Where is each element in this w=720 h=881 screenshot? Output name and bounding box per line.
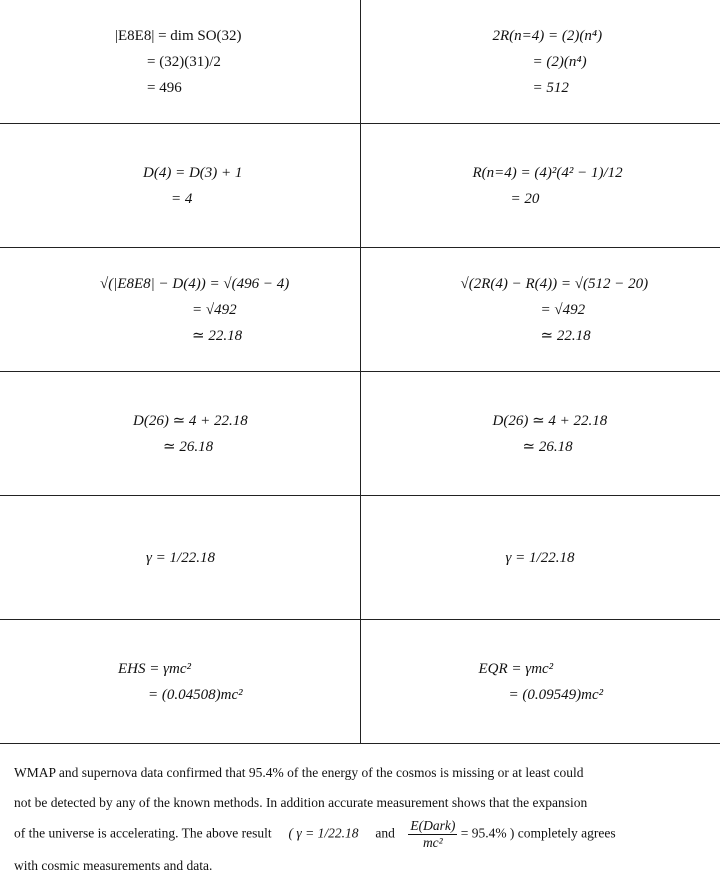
cell-sqrt-2r [360, 248, 720, 372]
paragraph-line: not be detected by any of the known methods. In addition accurate measurement shows that the expansion [14, 788, 714, 818]
dark-energy-fraction: $\frac{\text{E(Dark)}}{\text{mc²}}$ [408, 818, 457, 851]
equation: |E8E8| = dim SO(32) = (32)(31)/2 = 496 [0, 23, 360, 101]
equation: √(2R(4) − R(4)) = √(512 − 20) = √492 ≃ 22.18 [361, 271, 720, 349]
paragraph-line: of the universe is accelerating. The above result ( γ = 1/22.18 and $\frac{\text{E(Dark)}}{\text{mc²}}$ = 95.4% ) completely agrees [14, 818, 714, 851]
gamma-inline: ( γ = 1/22.18 [289, 826, 359, 841]
equation: EHS = γmc² = (0.04508)mc² [0, 656, 360, 708]
paragraph-line: with cosmic measurements and data. [14, 851, 714, 881]
equation: EQR = γmc² = (0.09549)mc² [361, 656, 720, 708]
conclusion-paragraph [14, 758, 714, 881]
cell-eqr [360, 620, 720, 744]
cell-sqrt-e8e8 [0, 248, 360, 372]
cell-2r-value [360, 0, 720, 124]
cell-r4 [360, 124, 720, 248]
cell-gamma-right [360, 496, 720, 620]
paragraph-line: WMAP and supernova data confirmed that 95.4% of the energy of the cosmos is missing or at least could [14, 758, 714, 788]
equation: √(|E8E8| − D(4)) = √(496 − 4) = √492 ≃ 22.18 [0, 271, 360, 349]
cell-d26-right [360, 372, 720, 496]
equation: γ = 1/22.18 [0, 545, 360, 571]
cell-d4 [0, 124, 360, 248]
cell-e8e8-dimension [0, 0, 360, 124]
cell-gamma-left [0, 496, 360, 620]
equation: γ = 1/22.18 [361, 545, 720, 571]
equation: D(26) ≃ 4 + 22.18 ≃ 26.18 [361, 408, 720, 460]
equation: 2R(n=4) = (2)(n⁴) = (2)(n⁴) = 512 [361, 23, 720, 101]
cell-ehs [0, 620, 360, 744]
equation: D(26) ≃ 4 + 22.18 ≃ 26.18 [0, 408, 360, 460]
cell-d26-left [0, 372, 360, 496]
equation: R(n=4) = (4)²(4² − 1)/12 = 20 [361, 160, 720, 212]
equation: D(4) = D(3) + 1 = 4 [0, 160, 360, 212]
